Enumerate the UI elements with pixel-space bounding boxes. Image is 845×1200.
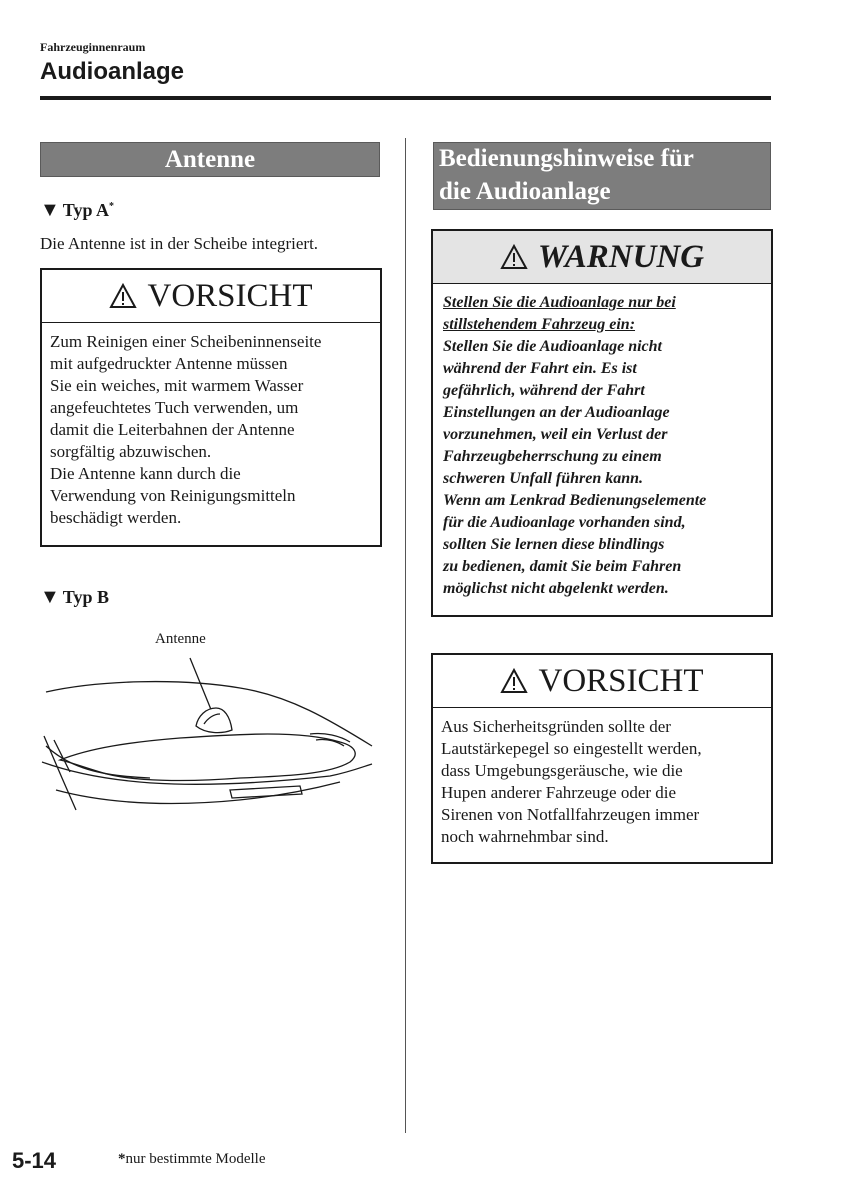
header-rule <box>40 96 771 100</box>
warning-line: gefährlich, während der Fahrt <box>443 382 645 399</box>
caution-box-volume <box>431 653 773 864</box>
caution-body <box>42 323 380 537</box>
audio-hints-section-title <box>433 142 771 210</box>
caution-box-antenna <box>40 268 382 547</box>
warning-triangle-icon <box>109 282 137 310</box>
warning-line: Fahrzeugbeherrschung zu einem <box>443 448 662 465</box>
caution-title: VORSICHT <box>147 277 313 314</box>
caution-line: Zum Reinigen einer Scheibeninnenseite <box>50 332 322 351</box>
warning-line: Wenn am Lenkrad Bedienungselemente <box>443 492 707 509</box>
footnote <box>118 1151 265 1168</box>
warning-title: WARNUNG <box>537 238 705 275</box>
caution-line: damit die Leiterbahnen der Antenne <box>50 420 295 439</box>
footnote-marker: * <box>118 1151 126 1167</box>
roof-antenna-illustration <box>40 650 380 830</box>
warning-body <box>433 284 771 608</box>
section-label: Fahrzeuginnenraum <box>40 40 146 54</box>
warning-line: sollten Sie lernen diese blindlings <box>443 536 665 553</box>
triangle-down-icon: ▼ <box>40 586 60 608</box>
caution-line: dass Umgebungsgeräusche, wie die <box>441 761 683 780</box>
warning-box <box>431 229 773 617</box>
caution-line: Sirenen von Notfallfahrzeugen immer <box>441 805 700 824</box>
type-a-text: Die Antenne ist in der Scheibe integriert. <box>40 234 319 253</box>
caution-line: beschädigt werden. <box>50 508 182 527</box>
caution-line: noch wahrnehmbar sind. <box>441 827 609 846</box>
caution-line: Hupen anderer Fahrzeuge oder die <box>441 783 677 802</box>
type-a-heading <box>40 199 114 222</box>
caution-line: Die Antenne kann durch die <box>50 464 241 483</box>
warning-line: Einstellungen an der Audioanlage <box>443 404 670 421</box>
warning-triangle-icon <box>500 667 528 695</box>
caution-line: sorgfältig abzuwischen. <box>50 442 212 461</box>
type-a-footnote-marker: * <box>108 201 114 212</box>
warning-line-underlined: Stellen Sie die Audioanlage nur bei <box>443 294 676 311</box>
caution-title: VORSICHT <box>538 662 704 699</box>
warning-line: schweren Unfall führen kann. <box>443 470 644 487</box>
warning-header <box>433 231 771 284</box>
warning-triangle-icon <box>500 243 528 271</box>
caution-line: Lautstärkepegel so eingestellt werden, <box>441 739 702 758</box>
column-divider <box>405 138 406 1133</box>
antenna-figure-label: Antenne <box>155 631 206 647</box>
warning-line: vorzunehmen, weil ein Verlust der <box>443 426 668 443</box>
caution-line: Aus Sicherheitsgründen sollte der <box>441 717 671 736</box>
caution-header <box>42 270 380 323</box>
warning-line: Stellen Sie die Audioanlage nicht <box>443 338 662 355</box>
section-title-line: Bedienungshinweise für <box>439 145 694 172</box>
page-number: 5-14 <box>12 1148 57 1173</box>
warning-line: während der Fahrt ein. Es ist <box>443 360 637 377</box>
caution-header <box>433 655 771 708</box>
caution-body <box>433 708 771 856</box>
caution-line: Verwendung von Reinigungsmitteln <box>50 486 296 505</box>
warning-line-underlined: stillstehendem Fahrzeug ein: <box>443 316 636 333</box>
page-title: Audioanlage <box>40 58 185 85</box>
type-b-heading <box>40 586 109 609</box>
warning-line: zu bedienen, damit Sie beim Fahren <box>443 558 682 575</box>
antenna-section-title: Antenne <box>40 142 380 177</box>
footnote-text: nur bestimmte Modelle <box>125 1151 266 1167</box>
warning-line: möglichst nicht abgelenkt werden. <box>443 580 669 597</box>
type-a-label: Typ A <box>62 200 109 220</box>
caution-line: Sie ein weiches, mit warmem Wasser <box>50 376 304 395</box>
triangle-down-icon: ▼ <box>40 199 60 221</box>
type-b-label: Typ B <box>62 587 109 607</box>
caution-line: angefeuchtetes Tuch verwenden, um <box>50 398 299 417</box>
warning-line: für die Audioanlage vorhanden sind, <box>443 514 686 531</box>
caution-line: mit aufgedruckter Antenne müssen <box>50 354 288 373</box>
section-title-line: die Audioanlage <box>439 178 611 205</box>
